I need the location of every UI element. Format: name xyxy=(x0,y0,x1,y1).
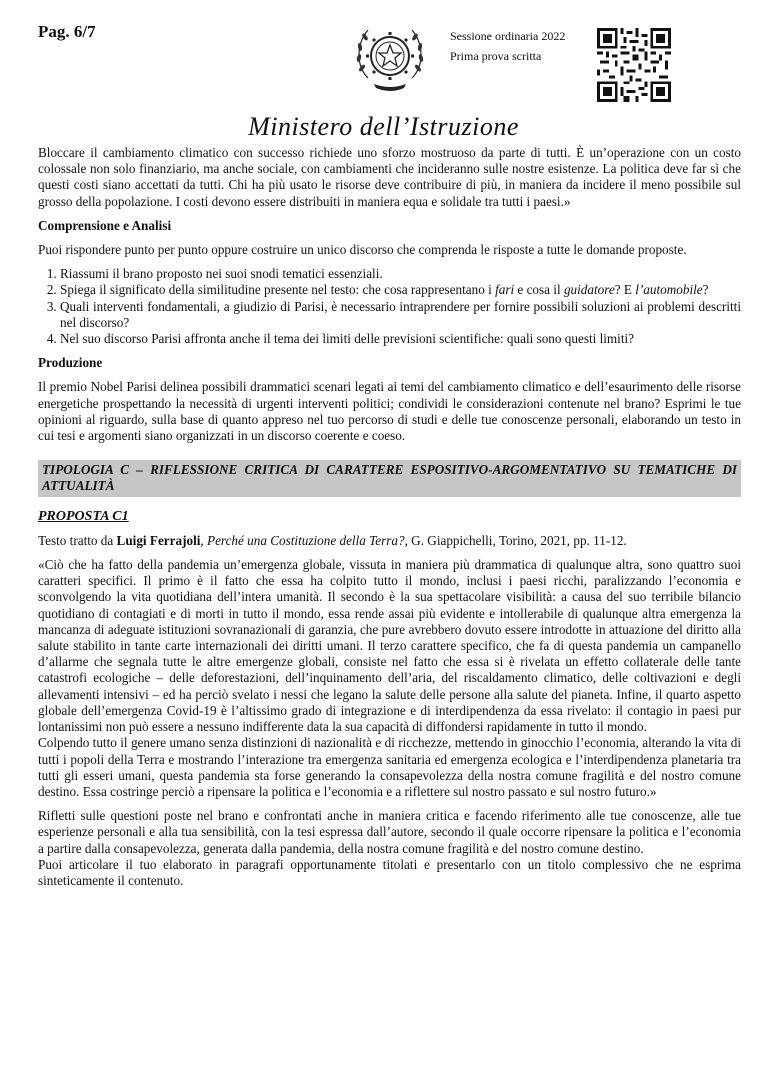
proposal-title: PROPOSTA C1 xyxy=(38,508,129,524)
quote-paragraph: Colpendo tutto il genere umano senza distinzioni di nazionalità e di ricchezze, mettendo in ginocchio l’economia, alterando la vita di tutti i popoli della Terra e mostrando l’interazione tra emergenza sanitaria ed emergenza ecologica e l’interdipendenza planetaria tra tutti gli esseri umani, questa pandemia sta forse generando la consapevolezza della nostra comune fragilità e del nostro comune destino. Essa costringe perciò a ripensare la politica e l’economia e a riflettere sul nostro passato e sul nostro futuro.» xyxy=(38,735,741,799)
typology-banner: TIPOLOGIA C – RIFLESSIONE CRITICA DI CARATTERE ESPOSITIVO-ARGOMENTATIVO SU TEMATICHE DI ATTUALITÀ xyxy=(38,460,741,496)
comprehension-heading: Comprensione e Analisi xyxy=(38,217,172,233)
page-number: Pag. 6/7 xyxy=(38,22,96,41)
comprehension-instructions: Puoi rispondere punto per punto oppure costruire un unico discorso che comprenda le risposte a tutte le domande proposte. xyxy=(38,242,687,258)
italian-republic-emblem-icon xyxy=(350,16,430,96)
task-paragraph: Rifletti sulle questioni poste nel brano e confrontati anche in maniera critica e facendo riferimento alle tue conoscenze, alle tue esperienze personali e alla tua sensibilità, con la tesi espressa dall’autore, secondo il quale occorre ripensare la politica e l’economia a partire dalla consapevolezza, generata dalla pandemia, della nostra comune fragilità e del nostro comune destino. xyxy=(38,808,741,856)
production-text: Il premio Nobel Parisi delinea possibili drammatici scenari legati ai temi del cambiamento climatico e dell’esaurimento delle risorse energetiche prospettando la necessità di urgenti interventi politici; condividi le considerazioni contenute nel brano? Esprimi le tue opinioni al riguardo, sulla base di quanto appreso nel tuo percorso di studi e delle tue conoscenze personali, elaborando un testo in cui tesi e argomenti siano organizzati in un discorso coerente e coeso. xyxy=(38,379,741,444)
document-body xyxy=(38,145,741,889)
session-line: Sessione ordinaria 2022 xyxy=(450,29,566,43)
question-list xyxy=(38,266,741,347)
question-item: 2. Spiega il significato della similitudine presente nel testo: che cosa rappresentano i fari e cosa il guidatore? E l’automobile? xyxy=(60,282,741,298)
ministry-heading: Ministero dell’Istruzione xyxy=(248,112,519,141)
task-paragraph: Puoi articolare il tuo elaborato in paragrafi opportunamente titolati e presentarlo con un titolo complessivo che ne esprima sinteticamente il contenuto. xyxy=(38,856,741,888)
exam-line: Prima prova scritta xyxy=(450,49,542,63)
production-heading: Produzione xyxy=(38,355,103,371)
intro-paragraph: Bloccare il cambiamento climatico con successo richiede uno sforzo mostruoso da parte di tutti. È un’operazione con un costo colossale non solo finanziario, ma anche sociale, con cambiamenti che incideranno sulle nostre esistenze. La politica deve far sì che questi costi siano accettati da tutti. Chi ha più usato le risorse deve contribuire di più, in maniera da incidere il meno possibile sul grosso della popolazione. I costi devono essere distribuiti in maniera equa e solidale tra tutti i paesi.» xyxy=(38,145,741,209)
question-item: 4. Nel suo discorso Parisi affronta anche il tema dei limiti delle previsioni scientifiche: quali sono questi limiti? xyxy=(60,331,741,347)
quoted-passage xyxy=(38,557,741,800)
quote-paragraph: «Ciò che ha fatto della pandemia un’emergenza globale, vissuta in maniera più drammatica di qualunque altra, sono quattro suoi caratteri specifici. Il primo è il fatto che essa ha colpito tutto il mondo, inclusi i paesi ricchi, paralizzando l’economia e sconvolgendo la vita quotidiana dell’intera umanità. Il secondo è la sua spettacolare visibilità: a causa del suo terribile bilancio quotidiano di contagiati e di morti in tutto il mondo, essa rende assai più evidente e intollerabile di qualunque altra emergenza la mancanza di adeguate istituzioni sovranazionali di garanzia, che pure avrebbero dovuto essere introdotte in attuazione del diritto alla salute stabilito in tante carte internazionali dei diritti umani. Il terzo carattere specifico, che fa di questa pandemia un campanello d’allarme che segnala tutte le altre emergenze globali, consiste nel fatto che essa si è rivelata un effetto collaterale delle tante catastrofi ecologiche – delle deforestazioni, dell’inquinamento dell’aria, del riscaldamento climatico, delle coltivazioni e degli allevamenti intensivi – ed ha perciò svelato i nessi che legano la salute delle persone alla salute del pianeta. Infine, il quarto aspetto globale dell’emergenza Covid-19 è l’altissimo grado di integrazione e di interdipendenza da essa rivelato: il contagio in paesi pur lontanissimi non può essere a nessuno indifferente data la sua capacità di diffondersi rapidamente in tutto il mondo. xyxy=(38,557,741,735)
session-info xyxy=(450,26,565,66)
source-line: Testo tratto da Luigi Ferrajoli, Perché una Costituzione della Terra?, G. Giappichelli, Torino, 2021, pp. 11-12. xyxy=(38,532,627,548)
question-item: 3. Quali interventi fondamentali, a giudizio di Parisi, è necessario intraprendere per fornire possibili soluzioni ai problemi descritti nel discorso? xyxy=(60,299,741,331)
question-item: 1. Riassumi il brano proposto nei suoi snodi tematici essenziali. xyxy=(60,266,741,282)
qr-code-icon xyxy=(597,28,671,102)
